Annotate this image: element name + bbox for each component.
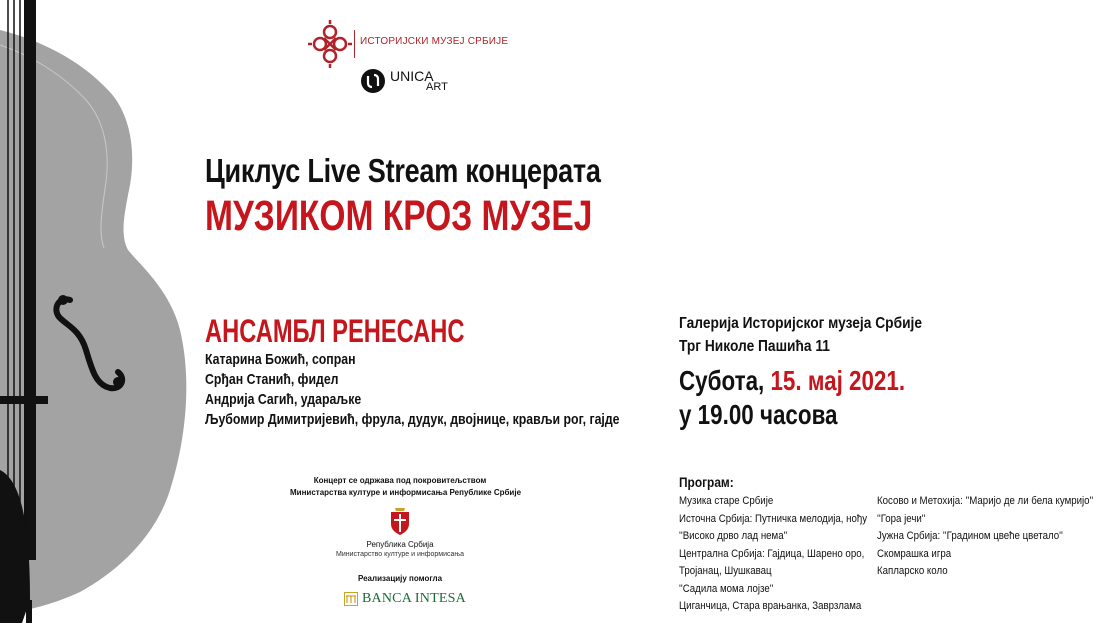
member-item: Андрија Сагић, удараљке <box>205 391 362 408</box>
program-list-right <box>877 493 1100 581</box>
unica-art-logo <box>360 66 460 98</box>
program-item: Источна Србија: Путничка мелодија, нођу <box>679 512 868 525</box>
member-item: Катарина Божић, сопран <box>205 351 356 368</box>
main-title: МУЗИКОМ КРОЗ МУЗЕЈ <box>205 192 593 240</box>
event-date-line <box>679 365 905 397</box>
venue-address: Трг Николе Пашића 11 <box>679 338 830 355</box>
event-date: 15. мај 2021. <box>770 365 906 396</box>
program-item: Централна Србија: Гајдица, Шарено оро, <box>679 547 865 560</box>
republic-name: Република Србија <box>366 540 434 549</box>
museum-logo <box>308 18 508 70</box>
ensemble-members <box>205 350 710 430</box>
museum-name: ИСТОРИЈСКИ МУЗЕЈ СРБИЈЕ <box>360 36 509 47</box>
program-title: Програм: <box>679 474 734 490</box>
member-item: Љубомир Димитријевић, фрула, дудук, двојнице, крављи рог, гајде <box>205 411 620 428</box>
partner-suffix: ART <box>426 81 448 93</box>
program-item: ''Високо дрво лад нема'' <box>679 530 788 542</box>
museum-ornament-icon <box>308 20 352 68</box>
venue <box>679 312 962 358</box>
sponsor-note <box>290 475 522 499</box>
program-item: Капларско коло <box>877 565 948 577</box>
partner-name: UNICA <box>390 68 434 84</box>
program-item: Косово и Метохија: ''Маријо де ли бела кумријо'' <box>877 495 1094 507</box>
series-title: Циклус Live Stream концерата <box>205 152 601 189</box>
sponsor-note-line: Концерт се одржава под покровитељством <box>313 476 487 485</box>
program-item: ''Гора јечи'' <box>877 512 926 525</box>
ministry-name: Министарство културе и информисања <box>336 551 464 558</box>
venue-name: Галерија Историјског музеја Србије <box>679 315 923 332</box>
program-item: Јужна Србија: ''Градином цвеће цветало'' <box>877 530 1063 542</box>
event-time: у 19.00 часова <box>679 399 838 430</box>
ensemble-name: АНСАМБЛ РЕНЕСАНС <box>205 313 465 349</box>
cello-illustration-icon <box>0 0 200 623</box>
event-day: Субота, <box>679 365 765 396</box>
program-item: Тројанац, Шушкавац <box>679 565 772 577</box>
sponsor-note-line: Министарства културе и информисања Републике Србије <box>290 488 522 497</box>
banca-intesa-icon <box>344 592 358 606</box>
realization-note: Реализацију помогла <box>357 574 443 583</box>
program-list-left <box>679 493 893 616</box>
bank-name: BANCA INTESA <box>362 591 466 606</box>
program-item: Циганчица, Стара врањанка, Заврзлама <box>679 600 862 612</box>
museum-logo-separator <box>354 30 355 58</box>
program-item: Музика старе Србије <box>679 495 774 507</box>
program-item: ''Садила мома лојзе'' <box>679 582 774 595</box>
program-item: Скомрашка игра <box>877 547 952 560</box>
member-item: Срђан Станић, фидел <box>205 371 339 388</box>
serbia-coat-of-arms-icon <box>389 506 411 536</box>
unica-art-icon <box>360 68 386 94</box>
